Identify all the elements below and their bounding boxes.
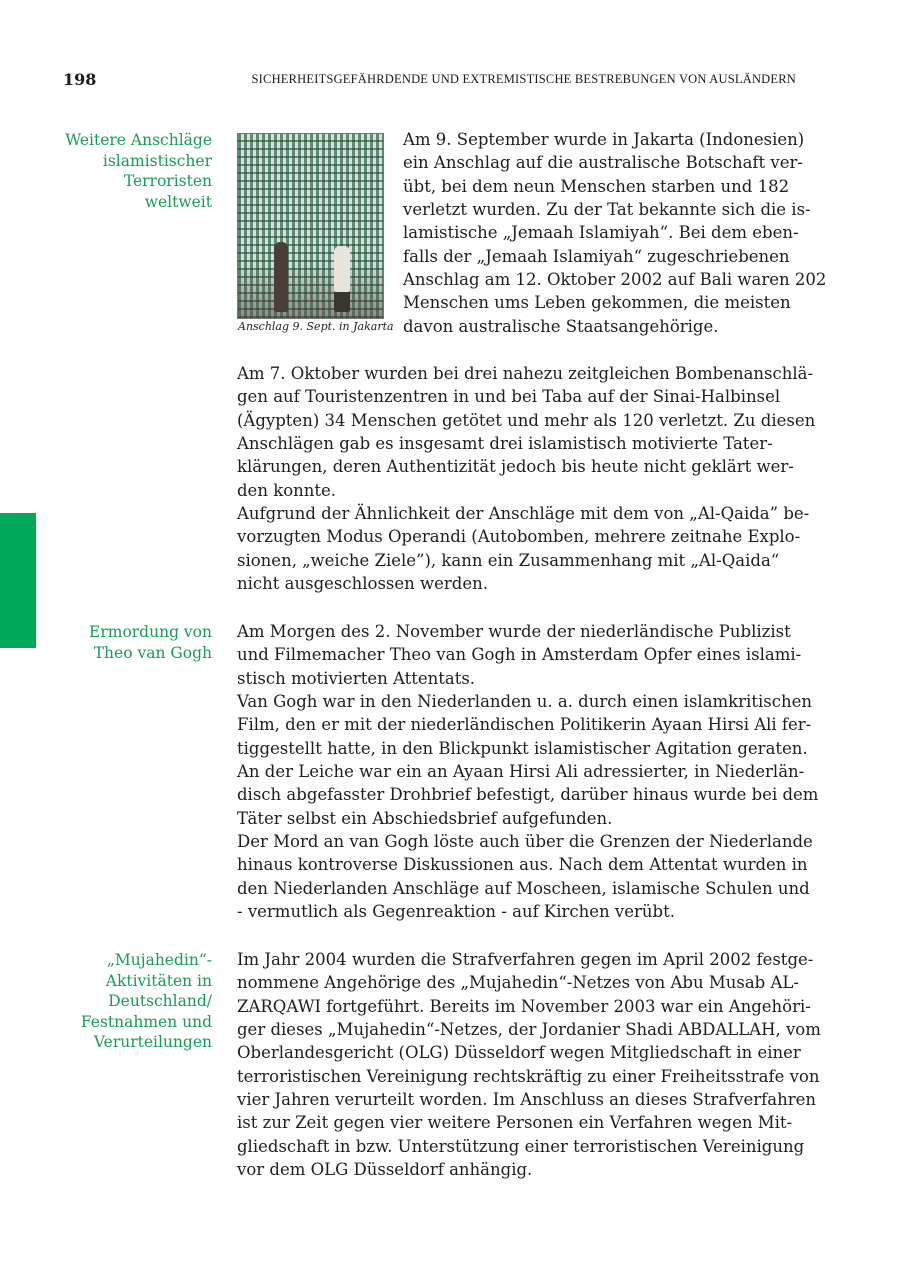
text-line: ein Anschlag auf die australische Botschaft ver- (403, 153, 803, 173)
text-line: vor dem OLG Düsseldorf anhängig. (237, 1160, 533, 1180)
photo-caption: Anschlag 9. Sept. in Jakarta (238, 320, 394, 333)
text-line: ZARQAWI fortgeführt. Bereits im November 2003 war ein Angehöri- (237, 996, 811, 1016)
text-line: An der Leiche war ein an Ayaan Hirsi Ali adressierter, in Niederlän- (237, 762, 805, 782)
text-line: verletzt wurden. Zu der Tat bekannte sich die is- (403, 200, 811, 220)
text-line: stisch motivierten Attentats. (237, 668, 476, 688)
text-line: - vermutlich als Gegenreaktion - auf Kirchen verübt. (237, 902, 675, 922)
text-line: terroristischen Vereinigung rechtskräftig zu einer Freiheitsstrafe von (237, 1066, 820, 1086)
paragraph-mujahedin (237, 948, 821, 1181)
text-line: klärungen, deren Authentizität jedoch bis heute nicht geklärt wer- (237, 457, 794, 477)
text-line: falls der „Jemaah Islamiyah“ zugeschriebenen (403, 246, 790, 266)
text-line: übt, bei dem neun Menschen starben und 182 (403, 176, 790, 196)
margin-note-anschlaege (65, 130, 212, 212)
text-line: den konnte. (237, 480, 337, 500)
text-line: Am 9. September wurde in Jakarta (Indonesien) (403, 130, 805, 149)
margin-note-line: „Mujahedin“- (106, 951, 212, 969)
text-line: Anschlag am 12. Oktober 2002 auf Bali waren 202 (403, 270, 827, 290)
text-line: ger dieses „Mujahedin“-Netzes, der Jordanier Shadi ABDALLAH, vom (237, 1020, 821, 1040)
text-line: Anschlägen gab es insgesamt drei islamistisch motivierte Tater- (237, 434, 773, 454)
margin-note-line: Ermordung von (89, 623, 212, 641)
chapter-tab-marker (0, 513, 36, 648)
paragraph-van-gogh (237, 620, 818, 923)
margin-note-line: Aktivitäten in (105, 971, 212, 990)
text-line: gen auf Touristenzentren in und bei Taba auf der Sinai-Halbinsel (237, 387, 781, 407)
margin-note-line: weltweit (144, 192, 212, 211)
text-line: sionen, „weiche Ziele”), kann ein Zusammenhang mit „Al-Qaida“ (237, 550, 780, 570)
page-number: 198 (63, 70, 97, 89)
margin-note-line: Festnahmen und (80, 1012, 212, 1031)
margin-note-line: Theo van Gogh (93, 643, 212, 662)
text-line: vorzugten Modus Operandi (Autobomben, mehrere zeitnahe Explo- (237, 527, 801, 547)
text-line: und Filmemacher Theo van Gogh in Amsterdam Opfer eines islami- (237, 645, 802, 665)
text-line: Oberlandesgericht (OLG) Düsseldorf wegen Mitgliedschaft in einer (237, 1043, 801, 1063)
margin-note-van-gogh (89, 622, 212, 663)
text-line: Van Gogh war in den Niederlanden u. a. durch einen islamkritischen (237, 692, 812, 712)
paragraph-jakarta (403, 128, 826, 338)
text-line: Aufgrund der Ähnlichkeit der Anschläge mit dem von „Al-Qaida” be- (237, 504, 810, 524)
paragraph-sinai (237, 362, 815, 595)
person-figure (334, 246, 350, 312)
text-line: lamistische „Jemaah Islamiyah“. Bei dem eben- (403, 223, 799, 243)
text-line: davon australische Staatsangehörige. (403, 316, 719, 336)
margin-note-line: islamistischer (102, 151, 212, 170)
text-line: Im Jahr 2004 wurden die Strafverfahren gegen im April 2002 festge- (237, 950, 814, 969)
text-line: vier Jahren verurteilt worden. Im Anschluss an dieses Strafverfahren (237, 1090, 817, 1110)
margin-note-line: Deutschland/ (108, 992, 212, 1011)
text-line: Am Morgen des 2. November wurde der niederländische Publizist (237, 622, 791, 641)
text-line: disch abgefasster Drohbrief befestigt, darüber hinaus wurde bei dem (237, 785, 819, 805)
margin-note-line: Weitere Anschläge (65, 131, 212, 149)
text-line: ist zur Zeit gegen vier weitere Personen ein Verfahren wegen Mit- (237, 1113, 793, 1133)
margin-note-mujahedin (81, 950, 212, 1053)
paragraph-alqaida (237, 502, 815, 595)
text-line: tiggestellt hatte, in den Blickpunkt islamistischer Agitation geraten. (237, 738, 808, 758)
text-line: Am 7. Oktober wurden bei drei nahezu zeitgleichen Bombenanschlä- (237, 364, 814, 383)
text-line: (Ägypten) 34 Menschen getötet und mehr als 120 verletzt. Zu diesen (237, 410, 816, 430)
text-line: nicht ausgeschlossen werden. (237, 574, 488, 594)
jakarta-attack-photo (237, 133, 384, 319)
text-line: gliedschaft in bzw. Unterstützung einer terroristischen Vereinigung (237, 1136, 805, 1156)
person-figure (274, 242, 288, 312)
text-line: Der Mord an van Gogh löste auch über die Grenzen der Niederlande (237, 832, 813, 852)
text-line: Film, den er mit der niederländischen Politikerin Ayaan Hirsi Ali fer- (237, 715, 812, 735)
margin-note-line: Verurteilungen (93, 1033, 212, 1052)
text-line: hinaus kontroverse Diskussionen aus. Nach dem Attentat wurden in (237, 855, 808, 875)
running-head: SICHERHEITSGEFÄHRDENDE UND EXTREMISTISCHE BESTREBUNGEN VON AUSLÄNDERN (251, 72, 796, 86)
text-line: nommene Angehörige des „Mujahedin“-Netzes von Abu Musab AL- (237, 973, 799, 993)
margin-note-line: Terroristen (123, 172, 212, 191)
text-line: Täter selbst ein Abschiedsbrief aufgefunden. (237, 808, 613, 828)
text-line: den Niederlanden Anschläge auf Moscheen, islamische Schulen und (237, 878, 810, 898)
text-line: Menschen ums Leben gekommen, die meisten (403, 293, 791, 313)
